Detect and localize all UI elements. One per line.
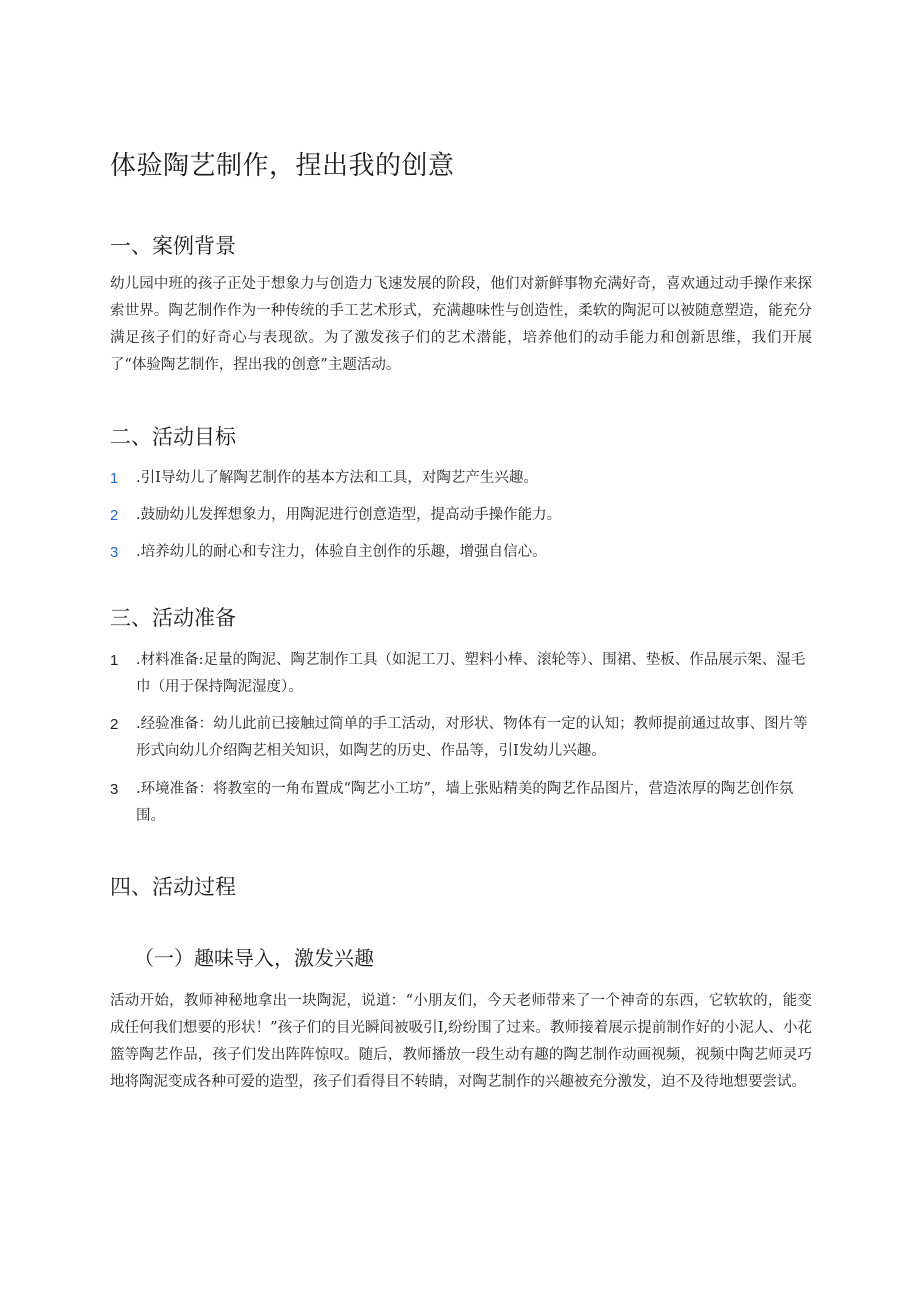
goal-text: .引I导幼儿了解陶艺制作的基本方法和工具，对陶艺产生兴趣。 [136, 470, 538, 486]
preparation-text: .经验准备：幼儿此前已接触过简单的手工活动，对形状、物体有一定的认知；教师提前通过故事、图片等形式向幼儿介绍陶艺相关知识，如陶艺的历史、作品等，引I发幼儿兴趣。 [136, 716, 808, 759]
goal-item [110, 502, 818, 529]
preparation-item [110, 647, 818, 701]
goal-number: 2 [110, 507, 119, 524]
subsection-heading-intro: （一）趣味导入，激发兴趣 [134, 946, 374, 970]
preparation-text: .环境准备：将教室的一角布置成“陶艺小工坊”，墙上张贴精美的陶艺作品图片，营造浓厚的陶艺创作氛围。 [136, 781, 794, 824]
goal-number: 1 [110, 470, 119, 487]
section-heading-goals: 二、活动目标 [110, 425, 236, 449]
preparation-item [110, 711, 818, 765]
preparation-number: 1 [110, 652, 119, 669]
preparation-item [110, 776, 818, 830]
preparation-number: 3 [110, 781, 119, 798]
page-title: 体验陶艺制作，捏出我的创意 [110, 151, 455, 181]
section-heading-preparation: 三、活动准备 [110, 606, 236, 630]
background-paragraph: 幼儿园中班的孩子正处于想象力与创造力飞速发展的阶段，他们对新鲜事物充满好奇，喜欢通过动手操作来探索世界。陶艺制作作为一种传统的手工艺术形式，充满趣味性与创造性，柔软的陶泥可以被随意塑造，能充分满足孩子们的好奇心与表现欲。为了激发孩子们的艺术潜能，培养他们的动手能力和创新思维，我们开展了“体验陶艺制作，捏出我的创意”主题活动。 [110, 276, 812, 373]
section-heading-process: 四、活动过程 [110, 875, 236, 899]
goal-item [110, 465, 818, 492]
goal-number: 3 [110, 544, 119, 561]
intro-paragraph: 活动开始，教师神秘地拿出一块陶泥，说道：“小朋友们，今天老师带来了一个神奇的东西，它软软的，能变成任何我们想要的形状！”孩子们的目光瞬间被吸引I,纷纷围了过来。教师接着展示提前制作好的小泥人、小花篮等陶艺作品，孩子们发出阵阵惊叹。随后，教师播放一段生动有趣的陶艺制作动画视频，视频中陶艺师灵巧地将陶泥变成各种可爱的造型，孩子们看得目不转睛，对陶艺制作的兴趣被充分激发，迫不及待地想要尝试。 [110, 993, 812, 1090]
goal-text: .培养幼儿的耐心和专注力，体验自主创作的乐趣，增强自信心。 [136, 544, 547, 560]
goal-text: .鼓励幼儿发挥想象力，用陶泥进行创意造型，提高动手操作能力。 [136, 507, 562, 523]
section-heading-background: 一、案例背景 [110, 234, 236, 258]
goal-item [110, 539, 818, 566]
preparation-number: 2 [110, 716, 119, 733]
preparation-text: .材料准备:足量的陶泥、陶艺制作工具（如泥工刀、塑料小棒、滚轮等）、围裙、垫板、作品展示架、湿毛巾（用于保持陶泥湿度）。 [136, 652, 806, 695]
